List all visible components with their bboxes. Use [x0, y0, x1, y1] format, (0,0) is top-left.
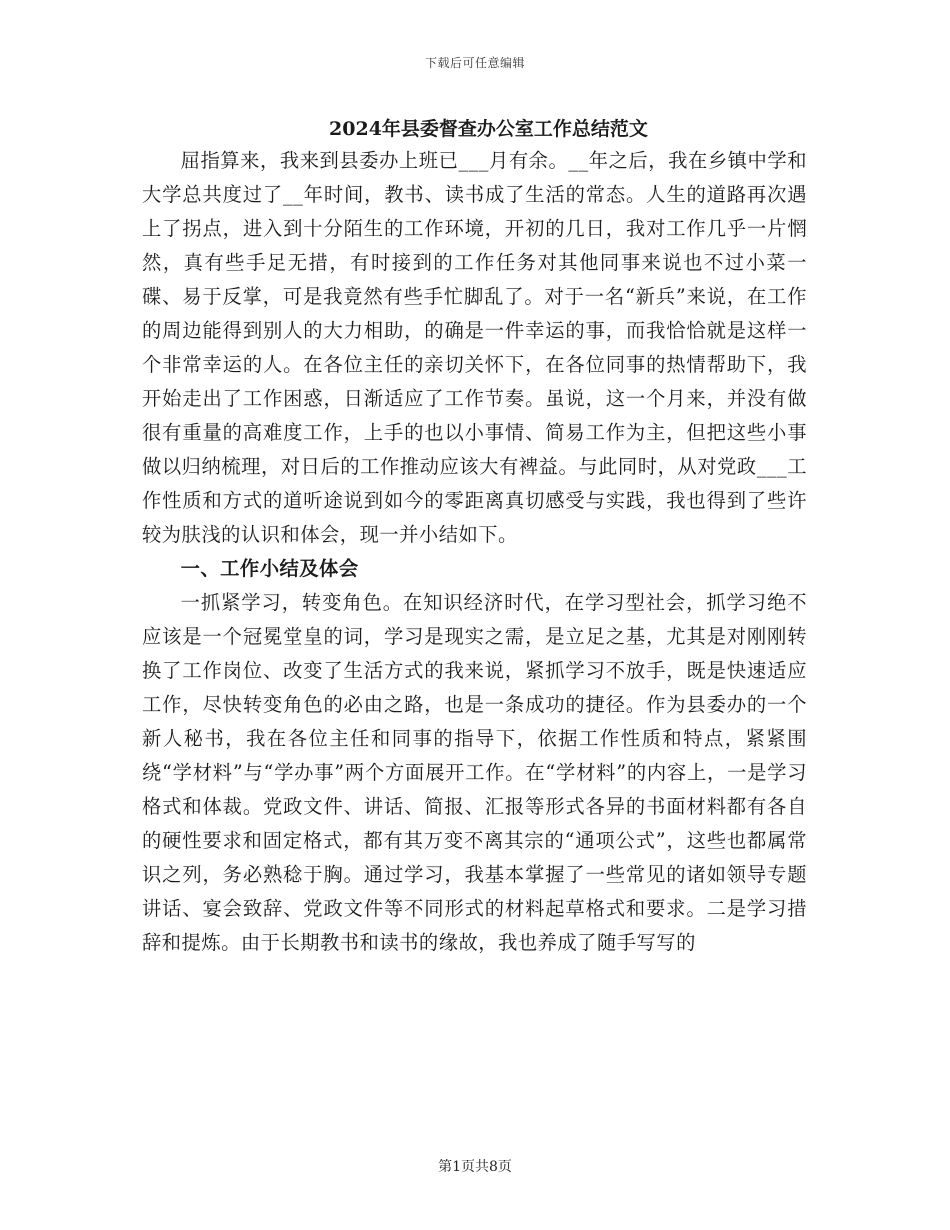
page-header-note: 下载后可任意编辑 — [424, 56, 525, 70]
document-body — [142, 114, 807, 960]
intro-paragraph: 屈指算来，我来到县委办上班已___月有余。__年之后，我在乡镇中学和大学总共度过了__年时间，教书、读书成了生活的常态。人生的道路再次遇上了拐点，进入到十分陌生的工作环境，开初的几日，我对工作几乎一片惘然，真有些手足无措，有时接到的工作任务对其他同事来说也不过小菜一碟、易于反掌，可是我竟然有些手忙脚乱了。对于一名“新兵”来说，在工作的周边能得到别人的大力相助，的确是一件幸运的事，而我恰恰就是这样一个非常幸运的人。在各位主任的亲切关怀下，在各位同事的热情帮助下，我开始走出了工作困惑，日渐适应了工作节奏。虽说，这一个月来，并没有做很有重量的高难度工作，上手的也以小事情、简易工作为主，但把这些小事做以归纳梳理，对日后的工作推动应该大有裨益。与此同时，从对党政___工作性质和方式的道听途说到如今的零距离真切感受与实践，我也得到了些许较为肤浅的认识和体会，现一并小结如下。 — [142, 149, 807, 546]
document-title: 2024年县委督查办公室工作总结范文 — [329, 118, 648, 140]
section-paragraph: 一抓紧学习，转变角色。在知识经济时代，在学习型社会，抓学习绝不应该是一个冠冕堂皇的词，学习是现实之需，是立足之基，尤其是对刚刚转换了工作岗位、改变了生活方式的我来说，紧抓学习不放手，既是快速适应工作，尽快转变角色的必由之路，也是一条成功的捷径。作为县委办的一个新人秘书，我在各位主任和同事的指导下，依据工作性质和特点，紧紧围绕“学材料”与“学办事”两个方面展开工作。在“学材料”的内容上，一是学习格式和体裁。党政文件、讲话、简报、汇报等形式各异的书面材料都有各自的硬性要求和固定格式，都有其万变不离其宗的“通项公式”，这些也都属常识之列，务必熟稔于胸。通过学习，我基本掌握了一些常见的诸如领导专题讲话、宴会致辞、党政文件等不同形式的材料起草格式和要求。二是学习措辞和提炼。由于长期教书和读书的缘故，我也养成了随手写写的 — [142, 591, 807, 954]
section-heading: 一、工作小结及体会 — [180, 557, 359, 580]
page-footer-pagination: 第1页共8页 — [438, 1159, 512, 1175]
